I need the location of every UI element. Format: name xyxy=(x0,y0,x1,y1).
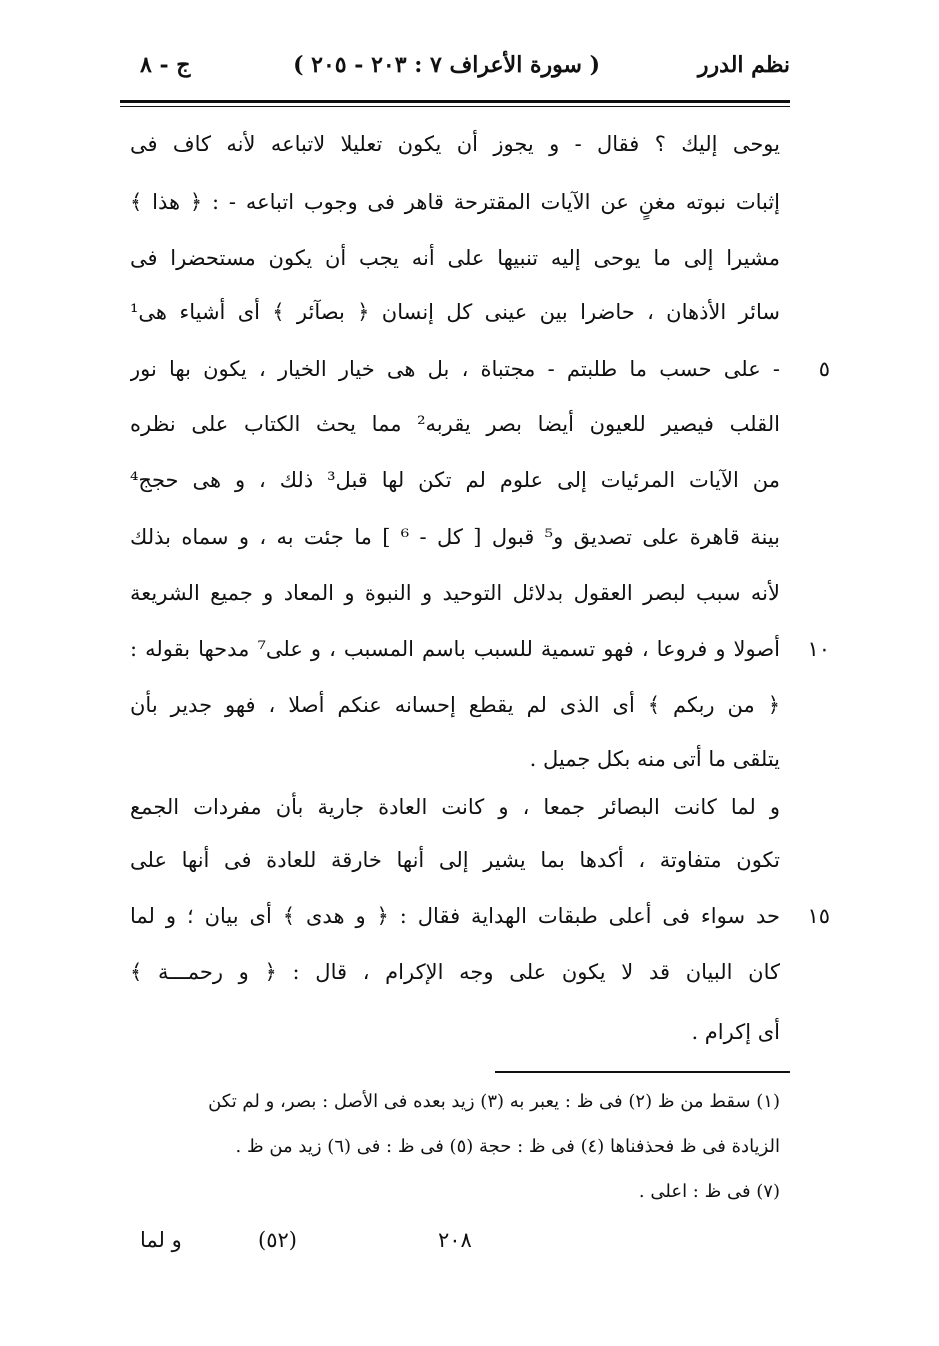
part-number: ج - ٨ xyxy=(140,52,191,78)
footnote-line: (١) سقط من ظ (٢) فى ظ : يعبر به (٣) زيد بعده فى الأصل : بصر، و لم تكن xyxy=(208,1091,780,1112)
text-line: ﴿ من ربكم ﴾ أى الذى لم يقطع إحسانه عنكم أصلا ، فهو جدير بأن xyxy=(130,693,780,717)
text-line: يوحى إليك ؟ فقال - و يجوز أن يكون تعليلا لاتباعه لأنه كاف فى xyxy=(130,132,780,156)
text-line: من الآيات المرئيات إلى علوم لم تكن لها قبل³ ذلك ، و هى حجج⁴ xyxy=(130,468,780,492)
text-line: إثبات نبوته مغنٍ عن الآيات المقترحة قاهر فى وجوب اتباعه - : ﴿ هذا ﴾ xyxy=(130,190,780,214)
catchword: و لما xyxy=(140,1228,182,1252)
book-title: نظم الدرر xyxy=(697,52,790,78)
text-line: سائر الأذهان ، حاضرا بين عينى كل إنسان ﴿ بصآئر ﴾ أى أشياء هى¹ xyxy=(130,300,780,324)
text-line: يتلقى ما أتى منه بكل جميل . xyxy=(529,747,780,771)
text-line: - على حسب ما طلبتم - مجتباة ، بل هى خيار الخيار ، يكون بها نور xyxy=(130,357,780,381)
text-line: و لما كانت البصائر جمعا ، و كانت العادة جارية بأن مفردات الجمع xyxy=(130,795,780,819)
text-line: أصولا و فروعا ، فهو تسمية للسبب باسم المسبب ، و على⁷ مدحها بقوله : xyxy=(130,637,780,661)
text-line: أى إكرام . xyxy=(691,1020,780,1044)
text-line: كان البيان قد لا يكون على وجه الإكرام ، قال : ﴿ و رحمـــة ﴾ xyxy=(130,960,780,984)
footnote-line: (٧) فى ظ : اعلى . xyxy=(638,1181,780,1202)
header-rule-thin xyxy=(120,106,790,107)
text-line: تكون متفاوتة ، أكدها بما يشير إلى أنها خارقة للعادة فى أنها على xyxy=(130,848,780,872)
line-number: ١٠ xyxy=(807,637,830,661)
footnote-rule xyxy=(495,1071,790,1073)
text-line: حد سواء فى أعلى طبقات الهداية فقال : ﴿ و هدى ﴾ أى بيان ؛ و لما xyxy=(130,904,780,928)
text-line: بينة قاهرة على تصديق و⁵ قبول [ كل - ⁶ ] ما جئت به ، و سماه بذلك xyxy=(130,525,780,549)
running-header xyxy=(120,52,790,92)
inner-page-number: (٥٢) xyxy=(258,1228,297,1252)
text-line: لأنه سبب لبصر العقول بدلائل التوحيد و النبوة و المعاد و جميع الشريعة xyxy=(130,581,780,605)
line-number: ١٥ xyxy=(807,904,830,928)
surah-reference: ( سورة الأعراف ٧ : ٢٠٣ - ٢٠٥ ) xyxy=(293,52,600,78)
page-number: ٢٠٨ xyxy=(438,1228,472,1252)
text-line: القلب فيصير للعيون أيضا بصر يقربه² مما يحث الكتاب على نظره xyxy=(130,412,780,436)
text-line: مشيرا إلى ما يوحى إليه تنبيها على أنه يجب أن يكون مستحضرا فى xyxy=(130,246,780,270)
line-number: ٥ xyxy=(818,357,830,381)
header-rule-thick xyxy=(120,100,790,103)
footnote-line: الزيادة فى ظ فحذفناها (٤) فى ظ : حجة (٥) فى ظ : فى (٦) زيد من ظ . xyxy=(235,1136,780,1157)
